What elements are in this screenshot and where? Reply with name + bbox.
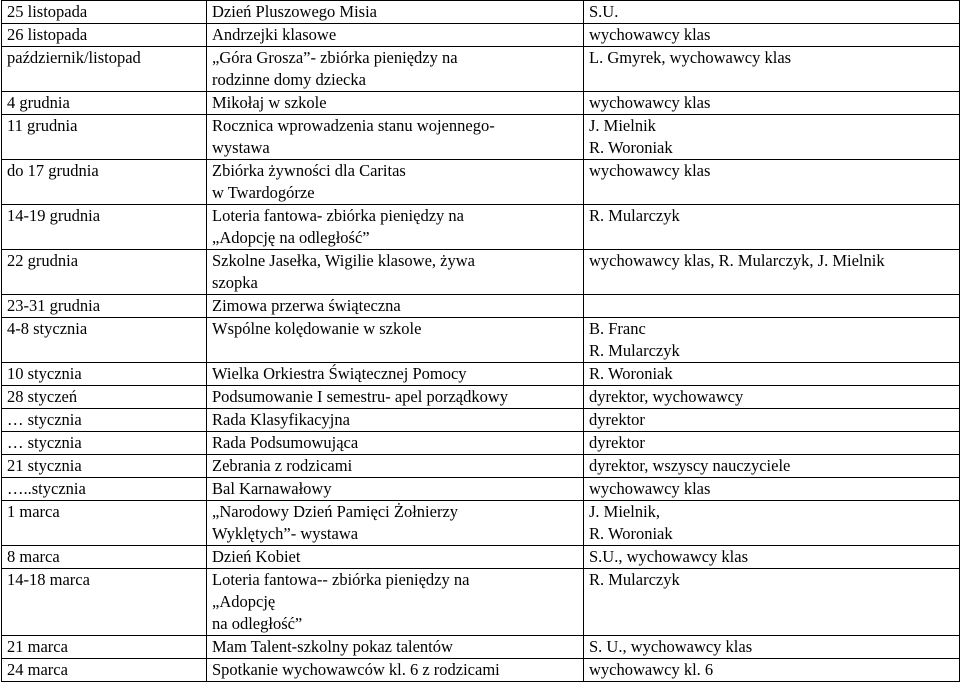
date-cell: 11 grudnia <box>2 115 207 160</box>
table-row <box>2 546 960 569</box>
date-cell: 21 stycznia <box>2 455 207 478</box>
date-cell: …..stycznia <box>2 478 207 501</box>
table-row <box>2 569 960 636</box>
event-cell: Dzień Pluszowego Misia <box>207 1 584 24</box>
responsible-cell: R. Mularczyk <box>584 569 960 636</box>
table-row <box>2 24 960 47</box>
date-cell: 1 marca <box>2 501 207 546</box>
date-cell: do 17 grudnia <box>2 160 207 205</box>
event-cell: Mam Talent-szkolny pokaz talentów <box>207 636 584 659</box>
event-cell: Spotkanie wychowawców kl. 6 z rodzicami <box>207 659 584 682</box>
responsible-cell: B. Franc R. Mularczyk <box>584 318 960 363</box>
table-row <box>2 160 960 205</box>
responsible-cell: L. Gmyrek, wychowawcy klas <box>584 47 960 92</box>
responsible-cell: wychowawcy klas <box>584 160 960 205</box>
table-row <box>2 92 960 115</box>
responsible-cell: dyrektor <box>584 409 960 432</box>
date-cell: 14-18 marca <box>2 569 207 636</box>
responsible-cell: wychowawcy klas <box>584 92 960 115</box>
table-row <box>2 1 960 24</box>
table-row <box>2 47 960 92</box>
date-cell: październik/listopad <box>2 47 207 92</box>
table-row <box>2 432 960 455</box>
schedule-body <box>2 1 960 682</box>
event-cell: Rada Klasyfikacyjna <box>207 409 584 432</box>
responsible-cell: wychowawcy klas <box>584 478 960 501</box>
table-row <box>2 250 960 295</box>
responsible-cell: dyrektor, wychowawcy <box>584 386 960 409</box>
event-cell: Zbiórka żywności dla Caritas w Twardogórze <box>207 160 584 205</box>
table-row <box>2 318 960 363</box>
table-row <box>2 659 960 682</box>
table-row <box>2 115 960 160</box>
event-cell: Dzień Kobiet <box>207 546 584 569</box>
event-cell: Zebrania z rodzicami <box>207 455 584 478</box>
responsible-cell: wychowawcy klas <box>584 24 960 47</box>
event-cell: „Narodowy Dzień Pamięci Żołnierzy Wyklętych”- wystawa <box>207 501 584 546</box>
responsible-cell: wychowawcy kl. 6 <box>584 659 960 682</box>
date-cell: 26 listopada <box>2 24 207 47</box>
responsible-cell: S.U., wychowawcy klas <box>584 546 960 569</box>
event-cell: Podsumowanie I semestru- apel porządkowy <box>207 386 584 409</box>
table-row <box>2 409 960 432</box>
responsible-cell: dyrektor, wszyscy nauczyciele <box>584 455 960 478</box>
responsible-cell: J. Mielnik R. Woroniak <box>584 115 960 160</box>
responsible-cell: R. Mularczyk <box>584 205 960 250</box>
date-cell: 10 stycznia <box>2 363 207 386</box>
event-cell: Wspólne kolędowanie w szkole <box>207 318 584 363</box>
event-cell: Zimowa przerwa świąteczna <box>207 295 584 318</box>
table-row <box>2 478 960 501</box>
table-row <box>2 363 960 386</box>
responsible-cell: J. Mielnik, R. Woroniak <box>584 501 960 546</box>
table-row <box>2 501 960 546</box>
event-cell: Rocznica wprowadzenia stanu wojennego- wystawa <box>207 115 584 160</box>
event-cell: Bal Karnawałowy <box>207 478 584 501</box>
date-cell: 8 marca <box>2 546 207 569</box>
date-cell: 28 styczeń <box>2 386 207 409</box>
responsible-cell <box>584 295 960 318</box>
date-cell: 21 marca <box>2 636 207 659</box>
event-cell: Loteria fantowa-- zbiórka pieniędzy na „Adopcję na odległość” <box>207 569 584 636</box>
table-row <box>2 636 960 659</box>
event-cell: Wielka Orkiestra Świątecznej Pomocy <box>207 363 584 386</box>
event-cell: Szkolne Jasełka, Wigilie klasowe, żywa szopka <box>207 250 584 295</box>
responsible-cell: S. U., wychowawcy klas <box>584 636 960 659</box>
date-cell: 4-8 stycznia <box>2 318 207 363</box>
schedule-table <box>1 0 960 682</box>
responsible-cell: dyrektor <box>584 432 960 455</box>
date-cell: 22 grudnia <box>2 250 207 295</box>
event-cell: Loteria fantowa- zbiórka pieniędzy na „Adopcję na odległość” <box>207 205 584 250</box>
date-cell: … stycznia <box>2 409 207 432</box>
date-cell: 24 marca <box>2 659 207 682</box>
table-row <box>2 455 960 478</box>
date-cell: 23-31 grudnia <box>2 295 207 318</box>
event-cell: Andrzejki klasowe <box>207 24 584 47</box>
event-cell: Rada Podsumowująca <box>207 432 584 455</box>
responsible-cell: S.U. <box>584 1 960 24</box>
event-cell: Mikołaj w szkole <box>207 92 584 115</box>
responsible-cell: wychowawcy klas, R. Mularczyk, J. Mielnik <box>584 250 960 295</box>
date-cell: … stycznia <box>2 432 207 455</box>
table-row <box>2 386 960 409</box>
event-cell: „Góra Grosza”- zbiórka pieniędzy na rodzinne domy dziecka <box>207 47 584 92</box>
table-row <box>2 295 960 318</box>
table-row <box>2 205 960 250</box>
date-cell: 4 grudnia <box>2 92 207 115</box>
date-cell: 14-19 grudnia <box>2 205 207 250</box>
date-cell: 25 listopada <box>2 1 207 24</box>
responsible-cell: R. Woroniak <box>584 363 960 386</box>
